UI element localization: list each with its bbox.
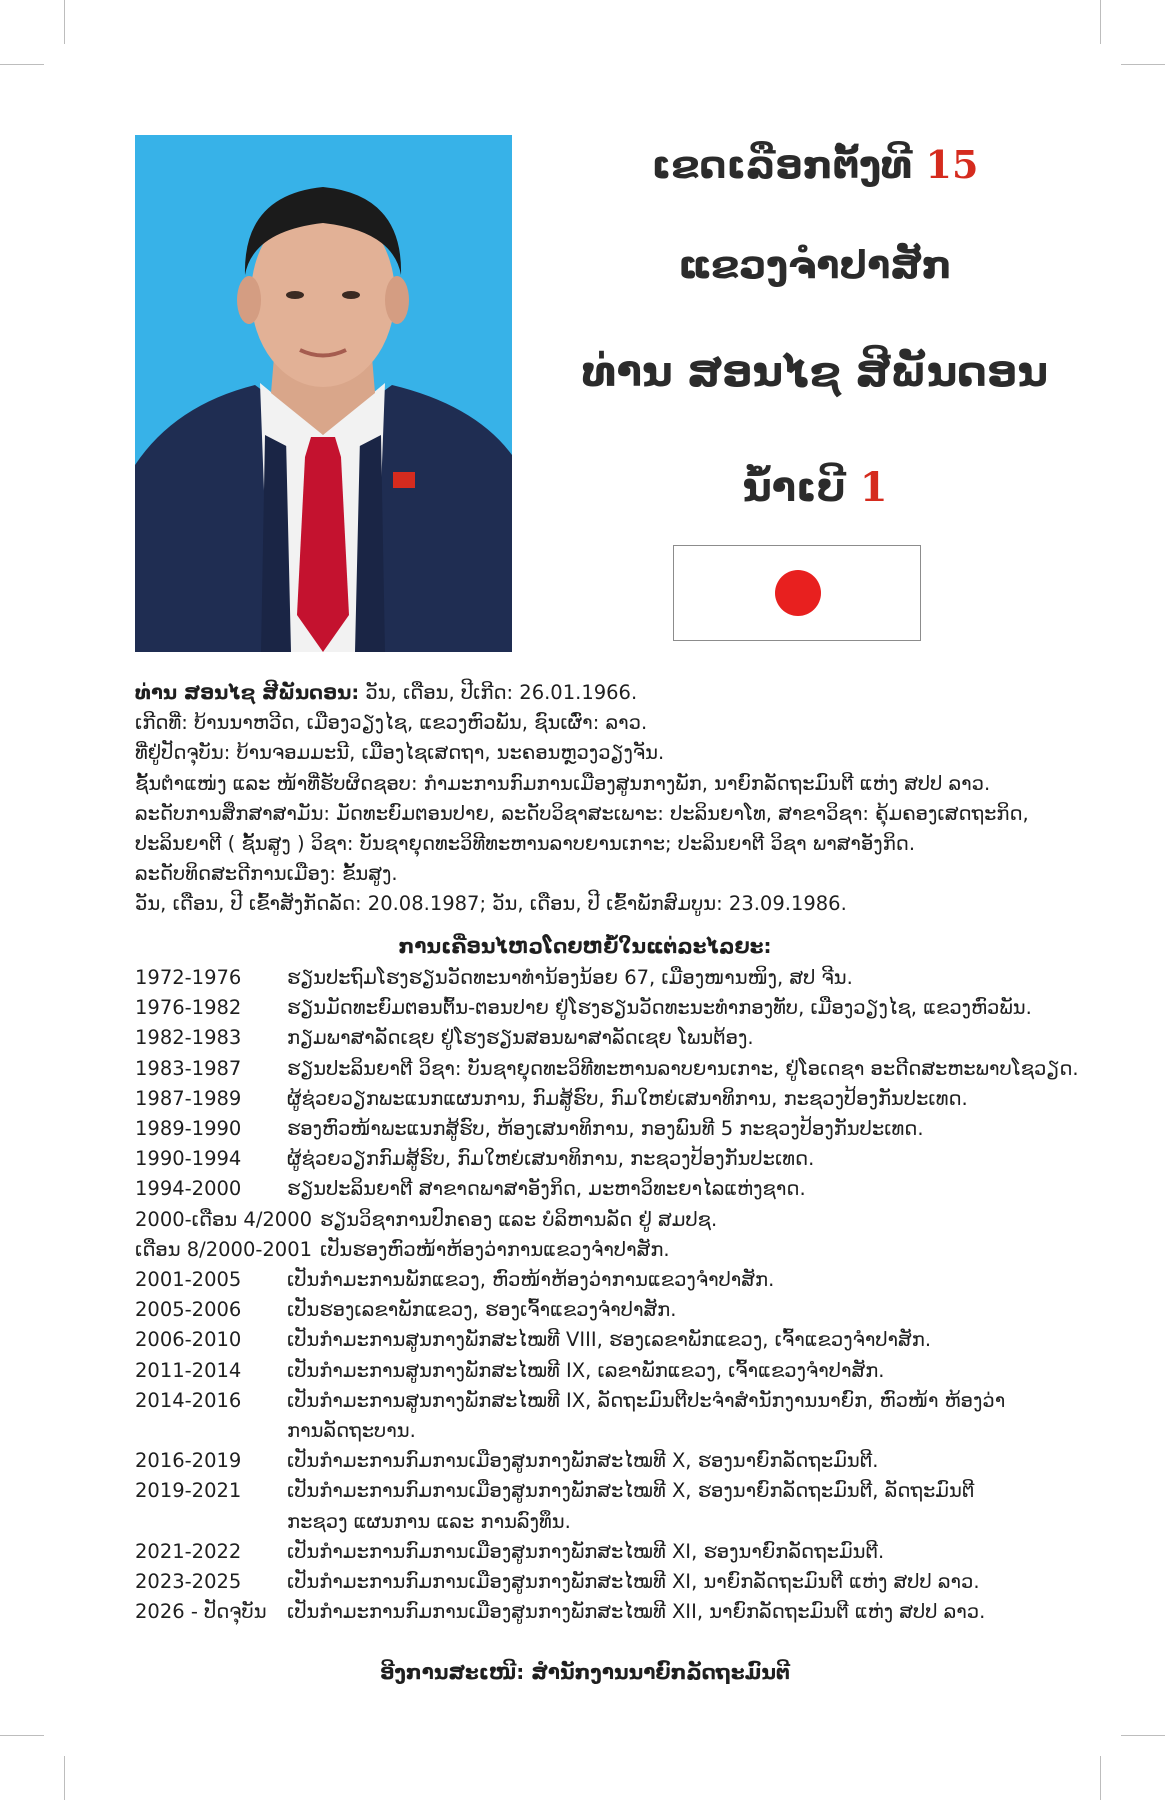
timeline-period: 2001-2005: [135, 1268, 242, 1292]
bio-political-theory: ລະດັບທິດສະດີການເມືອງ: ຂັ້ນສູງ.: [135, 862, 398, 886]
timeline-row: [135, 963, 1035, 993]
timeline-row: [135, 1476, 1035, 1536]
timeline-period: 1983-1987: [135, 1056, 242, 1080]
bio-address: ທີ່ຢູ່ປັດຈຸບັນ: ບ້ານຈອມມະນີ, ເມືອງໄຊເສດຖາ, ນະຄອນຫຼວງວຽງຈັນ.: [135, 741, 665, 765]
timeline-description: ຮຽນມັດທະຍົມຕອນຕົ້ນ-ຕອນປາຍ ຢູ່ໂຮງຮຽນວັດທະນະທຳກອງທັບ, ເມືອງວຽງໄຊ, ແຂວງຫົວພັນ.: [287, 996, 1032, 1020]
constituency-label: ເຂດເລືອກຕັ້ງທີ: [651, 143, 913, 187]
timeline-period: 2011-2014: [135, 1358, 242, 1382]
bio-name-label: ທ່ານ ສອນໄຊ ສີພັນດອນ:: [135, 681, 360, 704]
timeline-period: 2006-2010: [135, 1328, 242, 1352]
timeline-period: 2023-2025: [135, 1570, 242, 1594]
timeline-row: [135, 1114, 1035, 1144]
crop-mark: [0, 1735, 44, 1736]
timeline-row: [135, 1295, 1035, 1325]
constituency-heading: [560, 142, 1070, 187]
timeline-row: [135, 1446, 1035, 1476]
timeline-period: 2019-2021: [135, 1479, 242, 1503]
bio-education: ລະດັບການສຶກສາສາມັນ: ມັດທະຍົມຕອນປາຍ, ລະດັບວິຊາສະເພາະ: ປະລິນຍາໂທ, ສາຂາວິຊາ: ຄຸ້ມຄອງເສດຖະກິດ,: [135, 801, 1029, 825]
timeline-description: ຮຽນປະຖົມໂຮງຮຽນວັດທະນາທຳນ້ອງນ້ອຍ 67, ເມືອງໜານໜິງ, ສປ ຈີນ.: [287, 966, 853, 989]
timeline-row: [135, 1084, 1035, 1114]
timeline-row: [135, 1265, 1035, 1295]
timeline-description: ເປັນຮອງເລຂາພັກແຂວງ, ຮອງເຈົ້າແຂວງຈຳປາສັກ.: [287, 1298, 677, 1322]
ballot-number: 1: [859, 464, 888, 511]
crop-mark: [0, 64, 44, 65]
timeline-description: ເປັນກຳມະການກົມການເມືອງສູນກາງພັກສະໄໝທີ XII, ນາຍົກລັດຖະມົນຕີ ແຫ່ງ ສປປ ລາວ.: [287, 1600, 986, 1624]
candidate-portrait: [135, 135, 512, 652]
crop-mark: [1121, 1735, 1165, 1736]
timeline-description: ເປັນກຳມະການພັກແຂວງ, ຫົວໜ້າຫ້ອງວ່າການແຂວງຈຳປາສັກ.: [287, 1268, 775, 1292]
crop-mark: [1100, 1756, 1101, 1800]
timeline-period: 2014-2016: [135, 1388, 242, 1412]
timeline-row: [135, 1386, 1035, 1446]
constituency-number: 15: [925, 142, 979, 187]
career-timeline: [135, 963, 1079, 1627]
timeline-description: ເປັນກຳມະການສູນກາງພັກສະໄໝທີ IX, ເລຂາພັກແຂວງ, ເຈົ້າແຂວງຈຳປາສັກ.: [287, 1358, 885, 1382]
timeline-description: ຜູ້ຊ່ວຍວຽກພະແນກແຜນການ, ກົມສູ້ຮົບ, ກົມໃຫຍ່ເສນາທິການ, ກະຊວງປ້ອງກັນປະເທດ.: [287, 1086, 968, 1110]
timeline-period: 2005-2006: [135, 1298, 242, 1322]
timeline-period: 2000-ເດືອນ 4/2000: [135, 1207, 313, 1231]
timeline-description: ເປັນຮອງຫົວໜ້າຫ້ອງວ່າການແຂວງຈຳປາສັກ.: [320, 1237, 670, 1261]
source-footer: ອີງການສະເໜີ: ສຳນັກງານນາຍົກລັດຖະມົນຕີ: [379, 1660, 791, 1684]
candidate-name-heading: ທ່ານ ສອນໄຊ ສີພັນດອນ: [581, 347, 1049, 396]
timeline-period: 1972-1976: [135, 966, 242, 989]
timeline-row: [135, 1356, 1035, 1386]
timeline-description: ຮຽນວິຊາການປົກຄອງ ແລະ ບໍລິຫານລັດ ຢູ່ ສມປຊ.: [320, 1207, 718, 1231]
timeline-row: [135, 1205, 1035, 1235]
timeline-period: 2026 - ປັດຈຸບັນ: [135, 1600, 267, 1624]
province-heading: ແຂວງຈຳປາສັກ: [678, 243, 952, 287]
timeline-description: ກຽມພາສາລັດເຊຍ ຢູ່ໂຮງຮຽນສອນພາສາລັດເຊຍ ໂພນຕ້ອງ.: [287, 1026, 754, 1050]
biography: [135, 678, 1035, 920]
timeline-period: 2021-2022: [135, 1539, 242, 1563]
timeline-row: [135, 993, 1035, 1023]
timeline-period: ເດືອນ 8/2000-2001: [135, 1237, 313, 1261]
timeline-description: ຮອງຫົວໜ້າພະແນກສູ້ຮົບ, ຫ້ອງເສນາທິການ, ກອງພົນທີ 5 ກະຊວງປ້ອງກັນປະເທດ.: [287, 1117, 924, 1141]
ballot-symbol: [673, 545, 921, 641]
timeline-description: ເປັນກຳມະການກົມການເມືອງສູນກາງພັກສະໄໝທີ X, ຮອງນາຍົກລັດຖະມົນຕີ, ລັດຖະມົນຕີ ກະຊວງ ແຜນການ ແລະ ການລົງທຶນ.: [287, 1479, 975, 1533]
bio-degrees: ປະລິນຍາຕີ ( ຊັ້ນສູງ ) ວິຊາ: ບັນຊາຍຸດທະວິທີທະຫານລາບຍານເກາະ; ປະລິນຍາຕີ ວິຊາ ພາສາອັງກິດ.: [135, 832, 916, 856]
timeline-description: ຮຽນປະລິນຍາຕີ ວິຊາ: ບັນຊາຍຸດທະວິທີທະຫານລາບຍານເກາະ, ຢູ່ໂອເດຊາ ອະດີດສະຫະພາບໂຊວຽດ.: [287, 1056, 1079, 1080]
timeline-title: ການເຄື່ອນໄຫວໂດຍຫຍໍ້ໃນແຕ່ລະໄລຍະ:: [398, 934, 772, 958]
timeline-period: 1990-1994: [135, 1147, 242, 1171]
timeline-row: [135, 1325, 1035, 1355]
timeline-description: ເປັນກຳມະການສູນກາງພັກສະໄໝທີ IX, ລັດຖະມົນຕີປະຈຳສຳນັກງານນາຍົກ, ຫົວໜ້າ ຫ້ອງວ່າການລັດຖະບານ.: [287, 1388, 1006, 1443]
crop-mark: [1121, 64, 1165, 65]
timeline-period: 1994-2000: [135, 1177, 242, 1201]
bio-line: [135, 678, 1035, 708]
timeline-period: 1989-1990: [135, 1117, 242, 1141]
timeline-row: [135, 1235, 1035, 1265]
timeline-period: 2016-2019: [135, 1449, 242, 1473]
bio-service-dates: ວັນ, ເດືອນ, ປີ ເຂົ້າສັງກັດລັດ: 20.08.1987; ວັນ, ເດືອນ, ປີ ເຂົ້າພັກສົມບູນ: 23.09.1986.: [135, 892, 847, 916]
timeline-row: [135, 1144, 1035, 1174]
timeline-description: ຮຽນປະລິນຍາຕີ ສາຂາດພາສາອັງກິດ, ມະຫາວິທະຍາໄລແຫ່ງຊາດ.: [287, 1177, 806, 1201]
timeline-description: ເປັນກຳມະການກົມການເມືອງສູນກາງພັກສະໄໝທີ X, ຮອງນາຍົກລັດຖະມົນຕີ.: [287, 1449, 879, 1473]
timeline-period: 1976-1982: [135, 996, 242, 1020]
timeline-description: ເປັນກຳມະການກົມການເມືອງສູນກາງພັກສະໄໝທີ XI, ນາຍົກລັດຖະມົນຕີ ແຫ່ງ ສປປ ລາວ.: [287, 1570, 980, 1594]
bio-birthplace: ເກີດທີ່: ບ້ານນາຫວີດ, ເມືອງວຽງໄຊ, ແຂວງຫົວພັນ, ຊົນເຜົ່າ: ລາວ.: [135, 711, 648, 735]
timeline-period: 1982-1983: [135, 1026, 242, 1050]
red-dot-icon: [775, 570, 821, 616]
ballot-number-heading: [560, 464, 1070, 511]
crop-mark: [64, 0, 65, 44]
timeline-row: [135, 1597, 1035, 1627]
timeline-period: 1987-1989: [135, 1086, 242, 1110]
bio-positions: ຊັ້ນຕຳແໜ່ງ ແລະ ໜ້າທີ່ຮັບຜິດຊອບ: ກຳມະການກົມການເມືອງສູນກາງພັກ, ນາຍົກລັດຖະມົນຕີ ແຫ່ງ ສປປ ລາວ.: [135, 771, 991, 795]
timeline-description: ເປັນກຳມະການສູນກາງພັກສະໄໝທີ VIII, ຮອງເລຂາພັກແຂວງ, ເຈົ້າແຂວງຈຳປາສັກ.: [287, 1328, 932, 1352]
timeline-row: [135, 1537, 1035, 1567]
crop-mark: [1100, 0, 1101, 44]
portrait-illustration: [135, 135, 512, 652]
timeline-description: ເປັນກຳມະການກົມການເມືອງສູນກາງພັກສະໄໝທີ XI, ຮອງນາຍົກລັດຖະມົນຕີ.: [287, 1539, 885, 1563]
timeline-row: [135, 1054, 1079, 1084]
timeline-row: [135, 1174, 1035, 1204]
crop-mark: [64, 1756, 65, 1800]
ballot-label: ນ້ຳເບີ: [742, 465, 846, 511]
timeline-description: ຜູ້ຊ່ວຍວຽກກົມສູ້ຮົບ, ກົມໃຫຍ່ເສນາທິການ, ກະຊວງປ້ອງກັນປະເທດ.: [287, 1147, 815, 1171]
timeline-row: [135, 1023, 1035, 1053]
bio-birthdate: ວັນ, ເດືອນ, ປີເກີດ: 26.01.1966.: [359, 681, 638, 704]
timeline-row: [135, 1567, 1035, 1597]
